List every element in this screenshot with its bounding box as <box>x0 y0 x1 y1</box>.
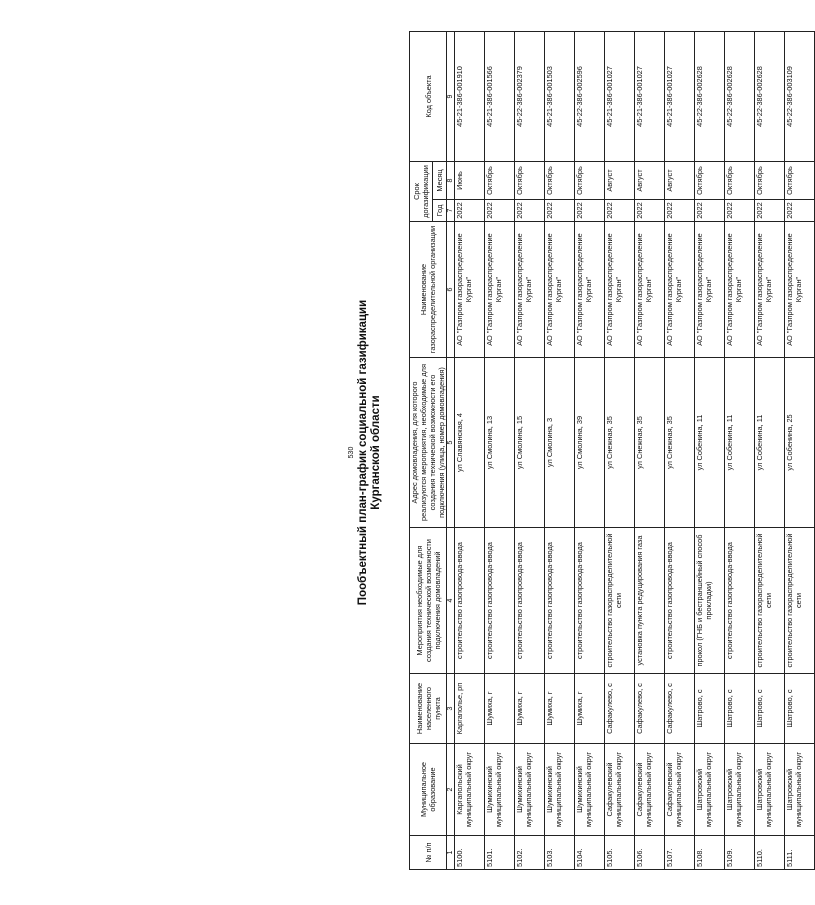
header-deadline: Срок догазификации <box>410 162 433 222</box>
table-row <box>485 32 515 870</box>
page-number: 530 <box>348 446 355 459</box>
cell-number: 5102. <box>515 836 545 870</box>
col-number: 2 <box>447 744 455 836</box>
cell-year: 2022 <box>725 200 755 222</box>
cell-number: 5106. <box>635 836 665 870</box>
cell-municipality: Шатровский муниципальный округ <box>785 744 815 836</box>
header-year: Год <box>433 200 447 222</box>
title-line-1: Пообъектный план-график социальной газификации <box>357 299 369 606</box>
cell-number: 5108. <box>695 836 725 870</box>
cell-organization: АО "Газпром газораспределение Курган" <box>755 222 785 358</box>
cell-municipality: Сафакулевский муниципальный округ <box>635 744 665 836</box>
cell-activity: строительство газопровода-ввода <box>725 528 755 674</box>
cell-year: 2022 <box>515 200 545 222</box>
gasification-schedule-table <box>409 31 815 870</box>
cell-object-code: 45-21-386-001027 <box>605 32 635 162</box>
cell-object-code: 45-21-386-001027 <box>635 32 665 162</box>
cell-number: 5100. <box>455 836 485 870</box>
cell-month: Октябрь <box>575 162 605 200</box>
cell-number: 5104. <box>575 836 605 870</box>
cell-object-code: 45-22-386-002628 <box>695 32 725 162</box>
cell-activity: строительство газопровода-ввода <box>485 528 515 674</box>
cell-number: 5111. <box>785 836 815 870</box>
col-number: 3 <box>447 674 455 744</box>
header-num: № п/п <box>410 836 447 870</box>
cell-object-code: 45-22-386-002628 <box>755 32 785 162</box>
cell-organization: АО "Газпром газораспределение Курган" <box>485 222 515 358</box>
cell-municipality: Шумихинский муниципальный округ <box>545 744 575 836</box>
cell-address: ул Смолина, 3 <box>545 358 575 528</box>
col-number: 7 <box>447 200 455 222</box>
cell-address: ул Снежная, 35 <box>635 358 665 528</box>
cell-month: Август <box>635 162 665 200</box>
table-row <box>515 32 545 870</box>
cell-year: 2022 <box>575 200 605 222</box>
cell-month: Октябрь <box>755 162 785 200</box>
cell-settlement: Шумиха, г <box>575 674 605 744</box>
table-row <box>725 32 755 870</box>
cell-object-code: 45-22-386-002628 <box>725 32 755 162</box>
col-number: 6 <box>447 222 455 358</box>
cell-number: 5109. <box>725 836 755 870</box>
cell-number: 5105. <box>605 836 635 870</box>
header-settlement: Наименование населенного пункта <box>410 674 447 744</box>
cell-activity: строительство газопровода-ввода <box>665 528 695 674</box>
cell-number: 5110. <box>755 836 785 870</box>
cell-month: Август <box>665 162 695 200</box>
cell-organization: АО "Газпром газораспределение Курган" <box>545 222 575 358</box>
cell-organization: АО "Газпром газораспределение Курган" <box>695 222 725 358</box>
col-number: 1 <box>447 836 455 870</box>
cell-settlement: Сафакулево, с <box>665 674 695 744</box>
header-address: Адрес домовладения, для которого реализуются мероприятия, необходимые для создания технической возможности его подключения (улица, номер домовладения) <box>410 358 447 528</box>
cell-settlement: Шатрово, с <box>755 674 785 744</box>
cell-year: 2022 <box>665 200 695 222</box>
cell-year: 2022 <box>545 200 575 222</box>
table-row <box>545 32 575 870</box>
header-municipality: Муниципальное образование <box>410 744 447 836</box>
cell-address: ул Собенина, 11 <box>725 358 755 528</box>
cell-month: Октябрь <box>725 162 755 200</box>
cell-address: ул Смолина, 13 <box>485 358 515 528</box>
cell-year: 2022 <box>635 200 665 222</box>
table-row <box>695 32 725 870</box>
cell-activity: строительство газопровода-ввода <box>455 528 485 674</box>
cell-organization: АО "Газпром газораспределение Курган" <box>455 222 485 358</box>
cell-month: Октябрь <box>515 162 545 200</box>
cell-organization: АО "Газпром газораспределение Курган" <box>635 222 665 358</box>
cell-month: Октябрь <box>545 162 575 200</box>
cell-number: 5103. <box>545 836 575 870</box>
table-row <box>455 32 485 870</box>
cell-address: ул Собенина, 11 <box>695 358 725 528</box>
cell-settlement: Каргаполье, рп <box>455 674 485 744</box>
cell-activity: установка пункта редуцирования газа <box>635 528 665 674</box>
cell-object-code: 45-22-386-002596 <box>575 32 605 162</box>
cell-year: 2022 <box>755 200 785 222</box>
table-row <box>635 32 665 870</box>
cell-month: Июнь <box>455 162 485 200</box>
cell-activity: строительство газопровода-ввода <box>575 528 605 674</box>
cell-object-code: 45-21-386-001910 <box>455 32 485 162</box>
cell-month: Август <box>605 162 635 200</box>
cell-year: 2022 <box>785 200 815 222</box>
cell-address: ул Снежная, 35 <box>605 358 635 528</box>
cell-municipality: Шумихинский муниципальный округ <box>515 744 545 836</box>
column-numbers-row <box>447 32 455 870</box>
title-line-2: Курганской области <box>370 395 382 510</box>
cell-activity: строительство газораспределительной сети <box>605 528 635 674</box>
table-row <box>575 32 605 870</box>
cell-settlement: Сафакулево, с <box>635 674 665 744</box>
cell-address: ул Славянская, 4 <box>455 358 485 528</box>
cell-address: ул Собенина, 11 <box>755 358 785 528</box>
cell-settlement: Шумиха, г <box>545 674 575 744</box>
cell-settlement: Сафакулево, с <box>605 674 635 744</box>
cell-month: Октябрь <box>785 162 815 200</box>
cell-municipality: Каргапольский муниципальный округ <box>455 744 485 836</box>
cell-activity: строительство газораспределительной сети <box>755 528 785 674</box>
cell-organization: АО "Газпром газораспределение Курган" <box>665 222 695 358</box>
cell-activity: прокол (ГНБ и бестраншейный способ прокладки) <box>695 528 725 674</box>
cell-municipality: Сафакулевский муниципальный округ <box>605 744 635 836</box>
cell-settlement: Шумиха, г <box>485 674 515 744</box>
cell-number: 5101. <box>485 836 515 870</box>
cell-municipality: Сафакулевский муниципальный округ <box>665 744 695 836</box>
col-number: 8 <box>447 162 455 200</box>
cell-activity: строительство газопровода-ввода <box>545 528 575 674</box>
cell-address: ул Смолина, 39 <box>575 358 605 528</box>
cell-municipality: Шумихинский муниципальный округ <box>575 744 605 836</box>
col-number: 4 <box>447 528 455 674</box>
cell-organization: АО "Газпром газораспределение Курган" <box>605 222 635 358</box>
col-number: 5 <box>447 358 455 528</box>
cell-address: ул Собенина, 25 <box>785 358 815 528</box>
cell-settlement: Шумиха, г <box>515 674 545 744</box>
cell-municipality: Шатровский муниципальный округ <box>695 744 725 836</box>
page-title <box>357 0 383 905</box>
cell-year: 2022 <box>455 200 485 222</box>
cell-organization: АО "Газпром газораспределение Курган" <box>575 222 605 358</box>
table-row <box>755 32 785 870</box>
cell-organization: АО "Газпром газораспределение Курган" <box>515 222 545 358</box>
cell-address: ул Снежная, 35 <box>665 358 695 528</box>
cell-object-code: 45-21-386-001566 <box>485 32 515 162</box>
cell-organization: АО "Газпром газораспределение Курган" <box>725 222 755 358</box>
cell-settlement: Шатрово, с <box>695 674 725 744</box>
cell-address: ул Смолина, 15 <box>515 358 545 528</box>
cell-object-code: 45-22-386-003109 <box>785 32 815 162</box>
cell-municipality: Шатровский муниципальный округ <box>755 744 785 836</box>
cell-number: 5107. <box>665 836 695 870</box>
cell-year: 2022 <box>695 200 725 222</box>
header-code: Код объекта <box>410 32 447 162</box>
table-row <box>605 32 635 870</box>
cell-activity: строительство газораспределительной сети <box>785 528 815 674</box>
cell-object-code: 45-21-386-001503 <box>545 32 575 162</box>
table-row <box>665 32 695 870</box>
cell-month: Октябрь <box>485 162 515 200</box>
cell-object-code: 45-22-386-002379 <box>515 32 545 162</box>
cell-municipality: Шатровский муниципальный округ <box>725 744 755 836</box>
cell-year: 2022 <box>605 200 635 222</box>
cell-year: 2022 <box>485 200 515 222</box>
header-month: Месяц <box>433 162 447 200</box>
table-row <box>785 32 815 870</box>
header-org: Наименование газораспределительной организации <box>410 222 447 358</box>
col-number: 9 <box>447 32 455 162</box>
cell-settlement: Шатрово, с <box>785 674 815 744</box>
cell-organization: АО "Газпром газораспределение Курган" <box>785 222 815 358</box>
cell-activity: строительство газопровода-ввода <box>515 528 545 674</box>
header-activities: Мероприятия необходимые для создания технической возможности подключения домовладений <box>410 528 447 674</box>
cell-month: Октябрь <box>695 162 725 200</box>
cell-settlement: Шатрово, с <box>725 674 755 744</box>
cell-municipality: Шумихинский муниципальный округ <box>485 744 515 836</box>
cell-object-code: 45-21-386-001027 <box>665 32 695 162</box>
